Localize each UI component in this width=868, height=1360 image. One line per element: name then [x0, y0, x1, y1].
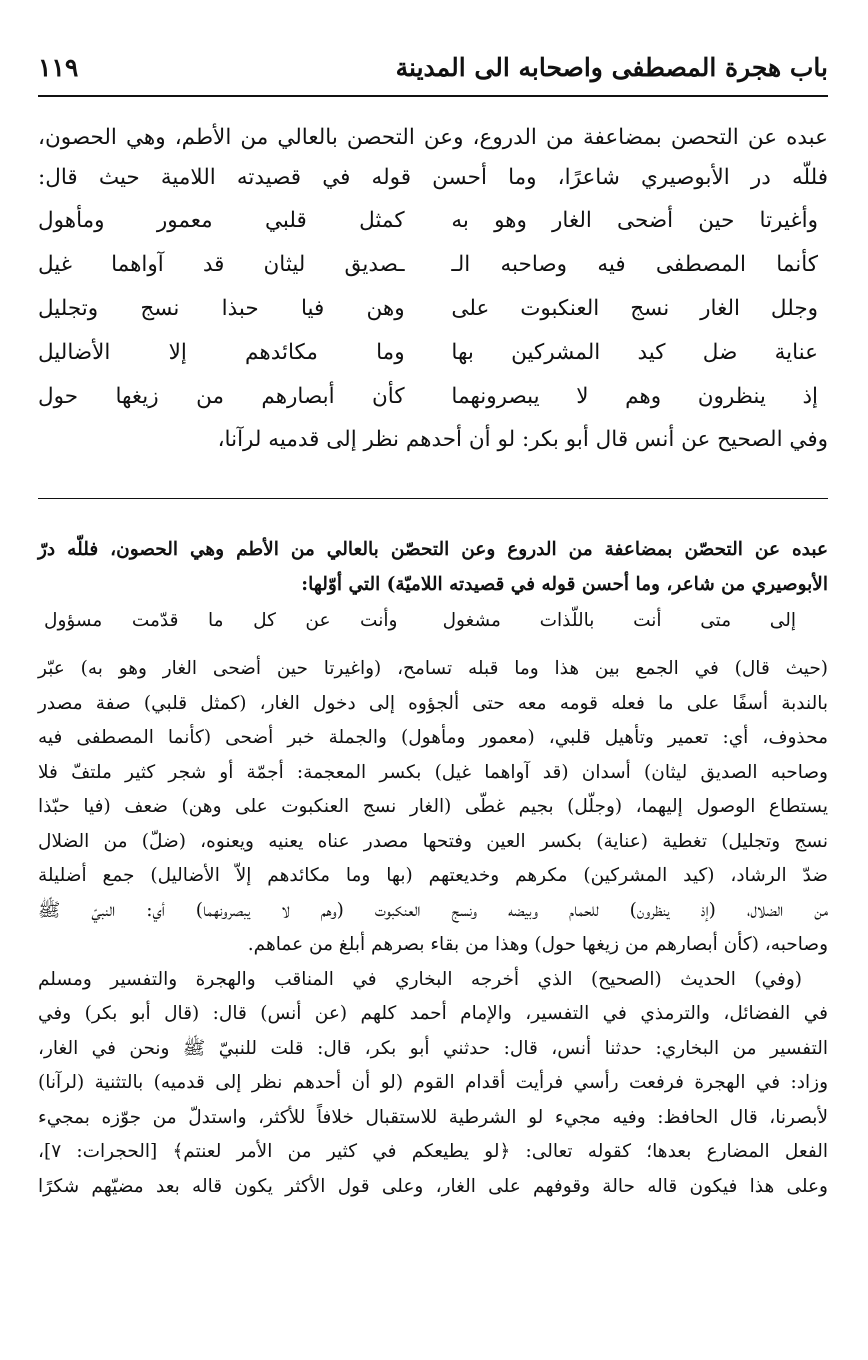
header-rule — [38, 95, 828, 97]
commentary — [38, 533, 828, 1204]
commentary-line: وعلى هذا فيكون قاله حالة وقوفهم على الغار، وعلى قول الأكثر يكون قاله بعد مضيّهم شكرًا — [38, 1175, 828, 1197]
commentary-line: يستطاع الوصول إليهما، (وجلّل) بجيم غطّى (الغار نسج العنكبوت على وهن) ضعف (فيا حبّذا — [38, 796, 828, 817]
commentary-line: من الضلال، (إذ ينظرون) للحمام وبيضه ونسج العنكبوت (وهم لا يبصرونهما) أي: النبيّ ﷺ — [38, 899, 828, 921]
closing-line: وفي الصحيح عن أنس قال أبو بكر: لو أن أحدهم نظر إلى قدميه لرآنا، — [217, 427, 828, 452]
commentary-bold-text: الأبوصيري من شاعر، وما أحسن قوله في قصيدته اللاميّة) التي أوّلها: — [301, 573, 828, 595]
poem-verse — [38, 242, 828, 286]
poem-verse — [38, 198, 828, 242]
commentary-line: لأبصرنا، قال الحافظ: وفيه مجيء لو الشرطية للاستقبال خلافاً للأكثر، واستدلّ من جوّزه بمجيء — [38, 1106, 828, 1128]
section-divider — [38, 498, 828, 499]
commentary-line: وصاحبه، (كأن أبصارهم من زيغها حول) وهذا من بقاء بصرهم أبلغ من عماهم. — [247, 934, 828, 955]
commentary-line: محذوف، أي: تعمير وتأهيل قلبي، (معمور ومأهول) والجملة خبر أضحى (كأنما المصطفى فيه — [38, 727, 828, 748]
verse-first-hemistich: عناية ضل كيد المشركين بها — [451, 339, 818, 365]
poem-verse — [38, 330, 828, 374]
commentary-line: التفسير من البخاري: حدثنا أنس، قال: حدثني أبو بكر، قال: قلت للنبيّ ﷺ ونحن في الغار، — [38, 1037, 828, 1059]
page-number: ١١٩ — [38, 52, 79, 82]
commentary-line: وزاد: في الهجرة فرفعت رأسي فرأيت أقدام القوم (لو أن أحدهم نظر إلى قدميه) بالتثنية (لرآنا) — [38, 1072, 828, 1093]
spacer — [38, 638, 828, 652]
poem-verse — [38, 286, 828, 330]
verse-first-hemistich: إذ ينظرون وهم لا يبصرونهما — [451, 383, 818, 409]
verse-second-hemistich: كمثل قلبي معمور ومأهول — [38, 207, 405, 233]
verse-second-hemistich: وما مكائدهم إلا الأضاليل — [38, 339, 405, 365]
page-header — [38, 44, 828, 90]
intro-paragraph: عبده عن التحصن بمضاعفة من الدروع، وعن التحصن بالعالي من الأطم، وهي الحصون، فللّه در الأبوصيري شاعرًا، وما أحسن قوله في قصيدته اللامية حيث قال: — [38, 125, 828, 190]
poem-verses — [38, 198, 828, 418]
commentary-line: (حيث قال) في الجمع بين هذا وما قبله تسامح، (واغيرتا حين أضحى الغار وهو به) عبّر — [38, 658, 828, 679]
commentary-line: في الفضائل، والترمذي في التفسير، والإمام أحمد كلهم (عن أنس) قال: (قال أبو بكر) وفي — [38, 1003, 828, 1024]
commentary-line: ضدّ الرشاد، (كيد المشركين) مكرهم وخديعتهم (بها وما مكائدهم إلاّ الأضاليل) جمع أضليلة — [38, 865, 828, 886]
verse-first-hemistich: إلى متى أنت باللّذات مشغول — [442, 609, 796, 631]
verse-second-hemistich: ـصديق ليثان قد آواهما غيل — [38, 251, 405, 277]
main-text — [38, 118, 828, 460]
verse-second-hemistich: وأنت عن كل ما قدّمت مسؤول — [44, 609, 398, 631]
verse-second-hemistich: وهن فيا حبذا نسج وتجليل — [38, 295, 405, 321]
commentary-line: الفعل المضارع بعدها؛ كقوله تعالى: ﴿لو يطيعكم في كثير من الأمر لعنتم﴾ [الحجرات: ٧]، — [38, 1141, 828, 1162]
verse-first-hemistich: وأغيرتا حين أضحى الغار وهو به — [451, 207, 818, 233]
verse-second-hemistich: كأن أبصارهم من زيغها حول — [38, 383, 405, 409]
chapter-title: باب هجرة المصطفى واصحابه الى المدينة — [395, 52, 828, 82]
commentary-line: عبده عن التحصّن بمضاعفة من الدروع وعن التحصّن بالعالي من الأطم وهي الحصون، فللّه درّ — [38, 539, 828, 560]
commentary-line — [38, 568, 828, 603]
verse-first-hemistich: كأنما المصطفى فيه وصاحبه الـ — [451, 251, 818, 277]
commentary-line: وصاحبه الصديق ليثان) أسدان (قد آواهما غيل) بكسر المعجمة: أجمّة أو شجر كثير ملتفّ فلا — [38, 761, 828, 783]
poem-verse — [38, 374, 828, 418]
verse-first-hemistich: وجلل الغار نسج العنكبوت على — [451, 295, 818, 321]
commentary-line: (وفي) الحديث (الصحيح) الذي أخرجه البخاري في المناقب والهجرة والتفسير ومسلم — [38, 968, 802, 990]
commentary-verse — [38, 602, 828, 638]
commentary-line: بالندبة أسفًا على ما فعله قومه معه حتى ألجؤوه إلى دخول الغار، (كمثل قلبي) صفة مصدر — [38, 692, 828, 714]
commentary-line: نسج وتجليل) تغطية (عناية) بكسر العين وفتحها مصدر عناه يعنيه ويعنوه، (ضلّ) من الضلال — [38, 830, 828, 852]
